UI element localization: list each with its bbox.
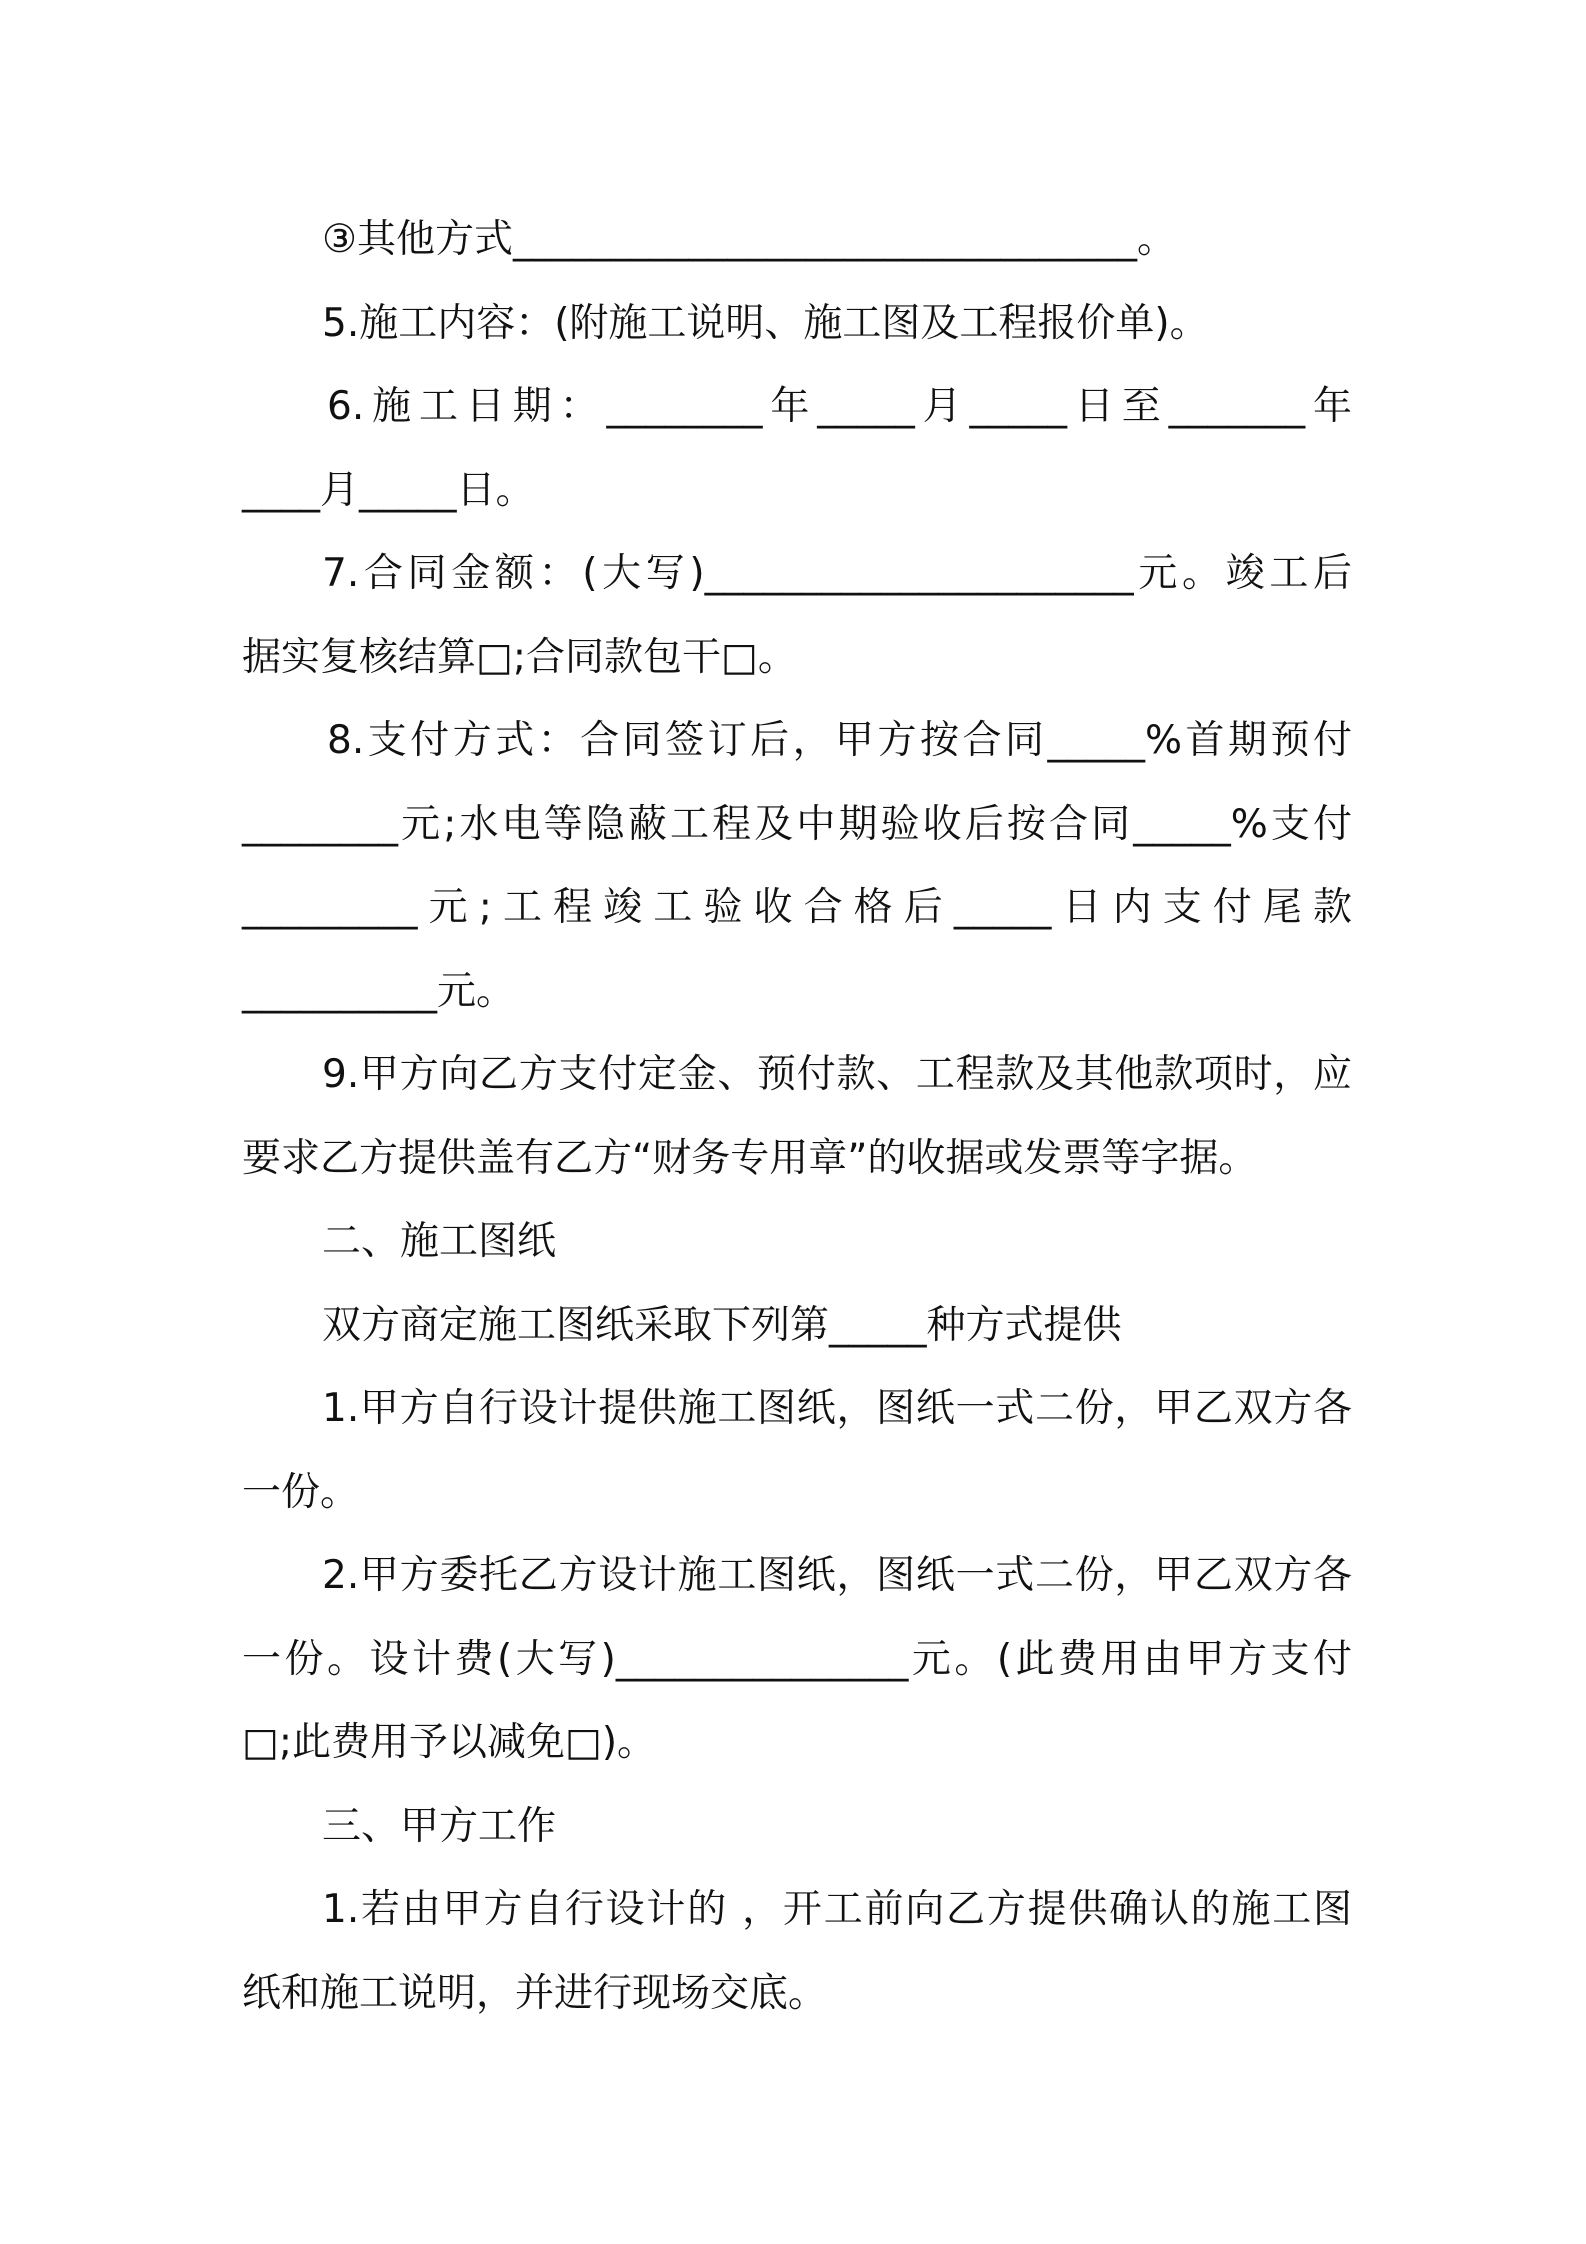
drawings-method-line: 双方商定施工图纸采取下列第_____种方式提供 — [322, 1302, 1122, 1348]
construction-date-line-1: 6.施工日期：________年_____月_____日至_______年 — [327, 384, 1352, 429]
payment-terms-line-1: 8.支付方式：合同签订后，甲方按合同_____%首期预付 — [327, 718, 1352, 763]
payment-method-other-line: ③其他方式________________________________。 — [322, 217, 1176, 262]
payment-terms-line-2: ________元;水电等隐蔽工程及中期验收后按合同_____%支付 — [242, 801, 1352, 847]
party-a-work-1-line-2: 纸和施工说明，并进行现场交底。 — [242, 1970, 828, 2016]
payment-terms-line-4: __________元。 — [242, 968, 516, 1014]
contract-amount-line-2: 据实复核结算□;合同款包干□。 — [242, 634, 797, 680]
payment-terms-line-3: _________元;工程竣工验收合格后_____日内支付尾款 — [242, 885, 1352, 930]
document-page — [242, 198, 1352, 2035]
party-a-work-1-line-1: 1.若由甲方自行设计的 ，开工前向乙方提供确认的施工图 — [322, 1887, 1352, 1932]
drawings-option-2-line-1: 2.甲方委托乙方设计施工图纸，图纸一式二份，甲乙双方各 — [322, 1553, 1352, 1598]
section-heading-party-a-work: 三、甲方工作 — [322, 1803, 557, 1849]
receipt-requirement-line-1: 9.甲方向乙方支付定金、预付款、工程款及其他款项时，应 — [322, 1052, 1352, 1097]
receipt-requirement-line-2: 要求乙方提供盖有乙方“财务专用章”的收据或发票等字据。 — [242, 1135, 1258, 1181]
drawings-option-1-line-1: 1.甲方自行设计提供施工图纸，图纸一式二份，甲乙双方各 — [322, 1386, 1352, 1431]
construction-content-line: 5.施工内容：(附施工说明、施工图及工程报价单)。 — [322, 300, 1209, 346]
construction-date-line-2: ____月_____日。 — [242, 467, 535, 513]
section-heading-drawings: 二、施工图纸 — [322, 1219, 557, 1264]
drawings-option-2-line-3: □;此费用予以减免□)。 — [242, 1720, 657, 1765]
drawings-option-2-line-2: 一份。设计费(大写)_______________元。(此费用由甲方支付 — [242, 1636, 1352, 1682]
contract-amount-line-1: 7.合同金额：(大写)______________________元。竣工后 — [322, 551, 1352, 596]
drawings-option-1-line-2: 一份。 — [242, 1469, 360, 1515]
